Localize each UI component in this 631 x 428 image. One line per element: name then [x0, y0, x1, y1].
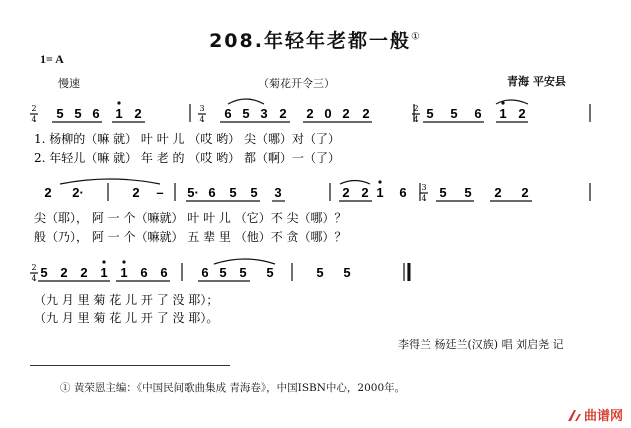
- origin-place: 青海 平安县: [507, 75, 566, 88]
- key-signature: 1= A: [40, 52, 64, 66]
- note: 2·: [72, 185, 84, 200]
- footnote: ① 黄荣恩主编：《中国民间歌曲集成 青海卷》，中国ISBN中心，2000年。: [60, 382, 406, 394]
- note: 1: [499, 106, 507, 121]
- note: 6: [201, 265, 209, 280]
- note: 6: [92, 106, 100, 121]
- time-sig-bottom: 4: [31, 274, 37, 283]
- note: 5·: [187, 185, 199, 200]
- note: 6: [140, 265, 148, 280]
- note: 5: [343, 265, 351, 280]
- note: 5: [464, 185, 472, 200]
- note: 2: [342, 106, 350, 121]
- time-sig-top: 3: [199, 104, 205, 113]
- note: 2: [306, 106, 314, 121]
- note: 5: [242, 106, 250, 121]
- lyric-line: 2. 年轻儿（嘛 就） 年 老 的 （哎 哟） 都（啊）一（了）: [34, 151, 340, 165]
- note: 5: [239, 265, 247, 280]
- note: 5: [40, 265, 48, 280]
- lyric-line: 般（乃）， 阿 一 个（嘛就） 五 辈 里 （他）不 贪（哪）？: [34, 230, 347, 244]
- slur: [228, 99, 264, 104]
- note: 5: [56, 106, 64, 121]
- lyric-line: 尖（耶）， 阿 一 个（嘛就） 叶 叶 儿 （它）不 尖（哪）？: [34, 211, 347, 225]
- note: 2: [361, 185, 369, 200]
- time-sig-bottom: 4: [413, 115, 419, 124]
- note: 2: [134, 106, 142, 121]
- note: 6: [208, 185, 216, 200]
- time-sig-bottom: 4: [199, 115, 205, 124]
- lyric-line: （九 月 里 菊 花 儿 开 了 没 耶）。: [34, 311, 219, 325]
- octave-dot: [501, 101, 504, 104]
- footnote-divider: [30, 365, 230, 366]
- note: 2: [60, 265, 68, 280]
- note: 1: [376, 185, 384, 200]
- octave-dot: [102, 260, 105, 263]
- note: 2: [44, 185, 52, 200]
- note: 2: [518, 106, 526, 121]
- note: 2: [362, 106, 370, 121]
- note: 1: [100, 265, 108, 280]
- note: 6: [160, 265, 168, 280]
- time-sig-top: 2: [31, 104, 37, 113]
- title-footnote-mark: ①: [410, 31, 422, 43]
- logo-icon: [567, 409, 582, 422]
- note: 2: [521, 185, 529, 200]
- note: 5: [229, 185, 237, 200]
- note: 3: [274, 185, 282, 200]
- note: 2: [342, 185, 350, 200]
- note: 3: [260, 106, 268, 121]
- page-title: 208.年轻年老都一般①: [209, 30, 422, 52]
- slur: [214, 259, 275, 264]
- logo-text: 曲谱网: [583, 409, 623, 424]
- tune-subtitle: （菊花开令三）: [258, 77, 335, 90]
- note: 5: [426, 106, 434, 121]
- time-sig-top: 2: [413, 104, 419, 113]
- note: –: [156, 185, 164, 200]
- slur: [60, 179, 160, 184]
- note: 2: [132, 185, 140, 200]
- time-sig-top: 2: [31, 263, 37, 272]
- time-sig-top: 3: [421, 183, 427, 192]
- time-sig-bottom: 4: [31, 115, 37, 124]
- note: 2: [279, 106, 287, 121]
- note: 1: [115, 106, 123, 121]
- octave-dot: [378, 180, 381, 183]
- slur: [340, 181, 370, 185]
- time-sig-bottom: 4: [421, 194, 427, 203]
- note: 5: [439, 185, 447, 200]
- note: 6: [474, 106, 482, 121]
- note: 6: [224, 106, 232, 121]
- site-logo: [567, 405, 623, 424]
- note: 5: [74, 106, 82, 121]
- tempo-marking: 慢速: [58, 77, 80, 90]
- note: 5: [316, 265, 324, 280]
- note: 5: [219, 265, 227, 280]
- note: 1: [120, 265, 128, 280]
- lyric-line: 1. 杨柳的（嘛 就） 叶 叶 儿 （哎 哟） 尖（哪）对（了）: [34, 132, 340, 146]
- slur: [496, 100, 528, 104]
- note: 5: [250, 185, 258, 200]
- octave-dot: [117, 101, 120, 104]
- note: 5: [450, 106, 458, 121]
- note: 2: [494, 185, 502, 200]
- note: 2: [80, 265, 88, 280]
- lyric-line: （九 月 里 菊 花 儿 开 了 没 耶）；: [34, 293, 219, 307]
- octave-dot: [122, 260, 125, 263]
- note: 5: [266, 265, 274, 280]
- note: 0: [324, 106, 332, 121]
- note: 6: [399, 185, 407, 200]
- performer-credit: 李得兰 杨廷兰(汉族) 唱 刘启尧 记: [398, 338, 564, 351]
